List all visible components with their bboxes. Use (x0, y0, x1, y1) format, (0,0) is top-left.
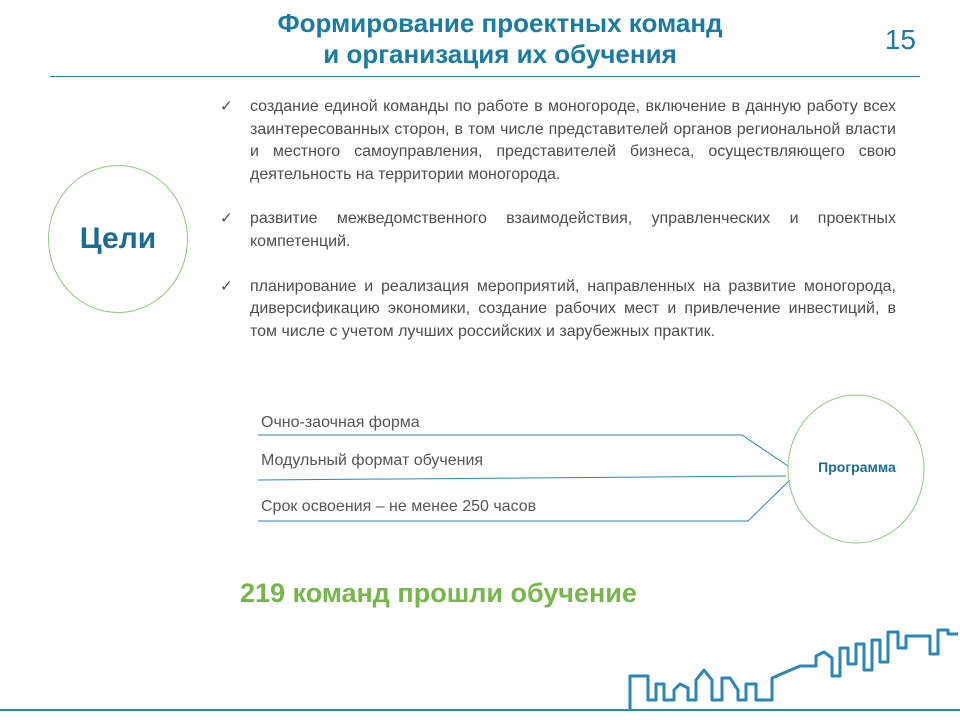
goal-text: планирование и реализация мероприятий, направленных на развитие моногорода, диверсификацию экономики, создание рабочих мест и привлечение инвестиций, в том числе с учетом лучших российских и зарубежных практик. (250, 277, 896, 340)
program-item: Очно-заочная форма (261, 414, 420, 431)
checkmark-icon: ✓ (220, 98, 233, 115)
checkmark-icon: ✓ (220, 210, 233, 228)
goal-text: создание единой команды по работе в моногороде, включение в данную работу всех заинтересованных сторон, в том числе представителей органов региональной власти и местного самоуправления, представителей бизнеса, осуществляющего свою деятельность на территории моногорода. (250, 98, 896, 183)
page-number: 15 (884, 24, 916, 55)
goals-label: Цели (79, 222, 157, 255)
title-line-2: и организация их обучения (323, 39, 677, 69)
program-label: Программа (818, 459, 896, 475)
city-skyline-decoration (0, 600, 960, 720)
title-line-1: Формирование проектных команд (277, 8, 723, 38)
skyline-top-line (630, 630, 958, 710)
goal-text: развитие межведомственного взаимодействия, управленческих и проектных компетенций. (250, 210, 896, 250)
result-statement: 219 команд прошли обучение (240, 578, 637, 608)
connector-line-2 (258, 476, 786, 480)
checkmark-icon: ✓ (220, 277, 233, 295)
program-item: Срок освоения – не менее 250 часов (261, 498, 537, 515)
program-item: Модульный формат обучения (261, 452, 484, 469)
